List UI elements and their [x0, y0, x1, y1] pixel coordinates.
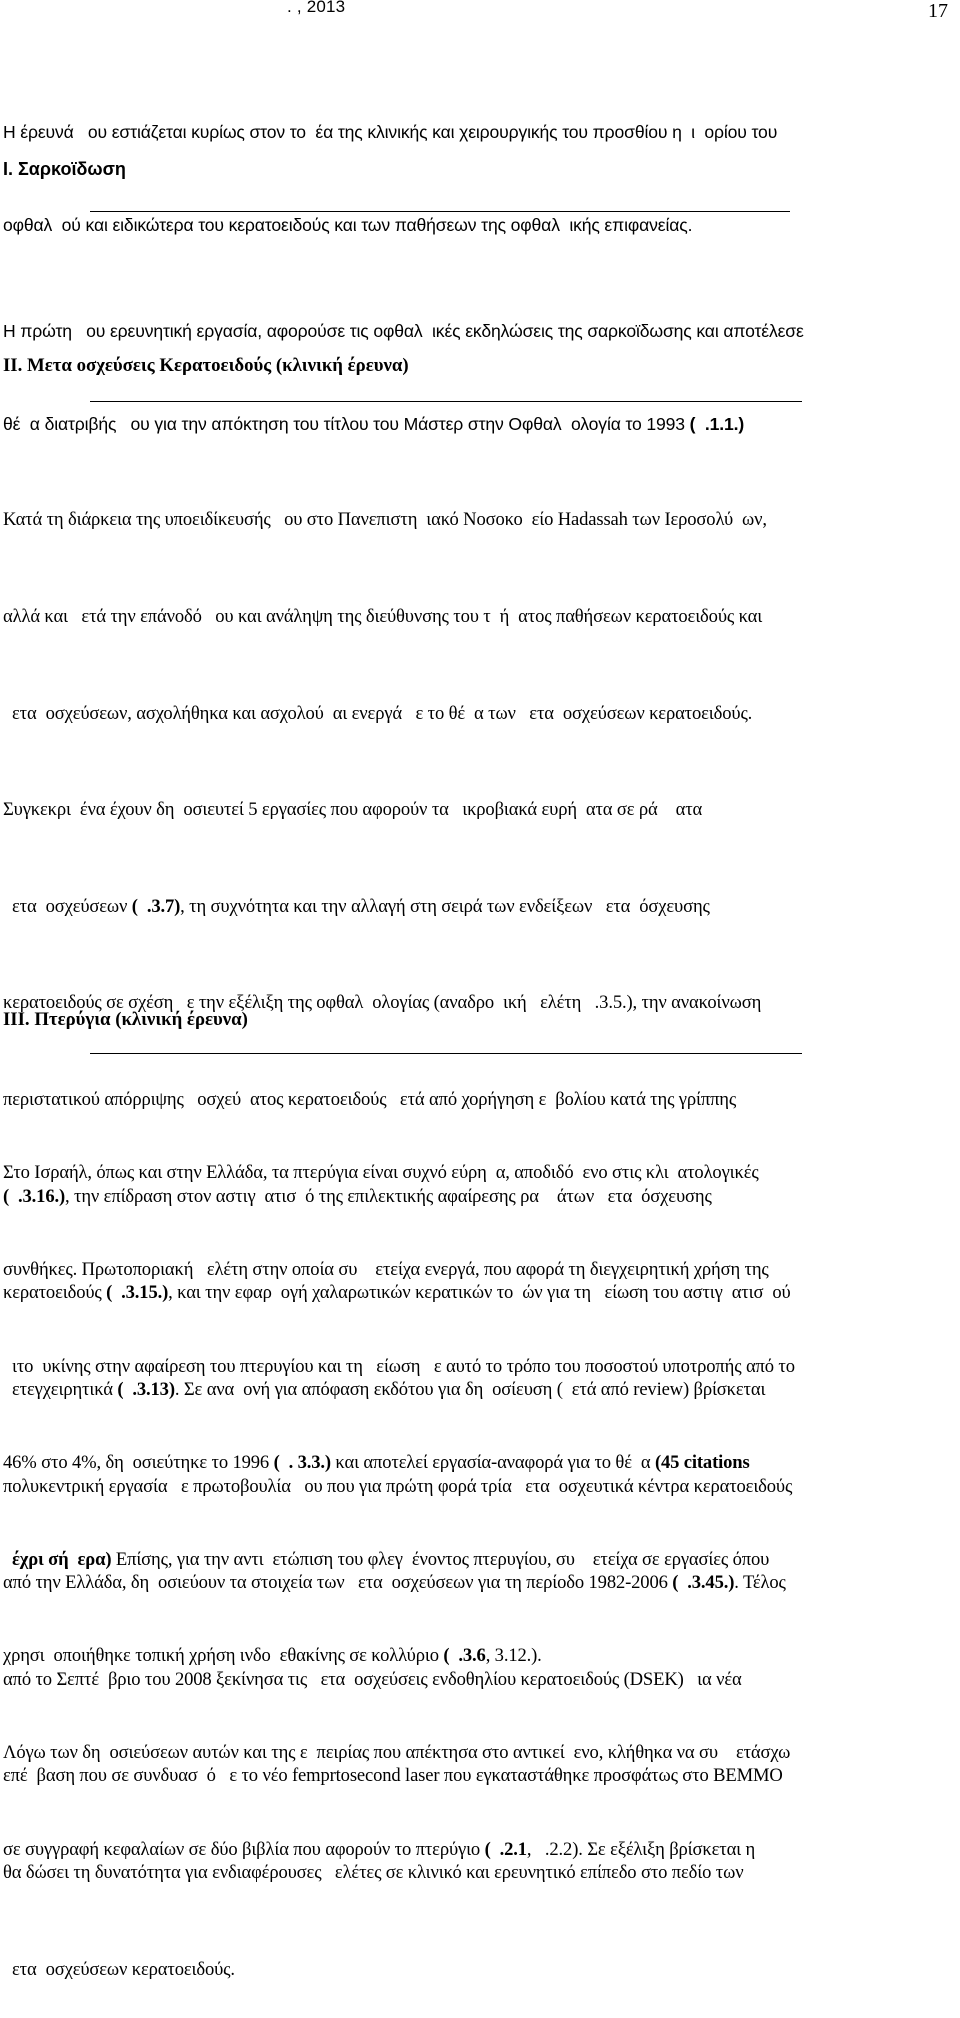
text-line: Στο Ισραήλ, όπως και στην Ελλάδα, τα πτερύγια είναι συχνό εύρη α, αποδιδό ενο στις κλι ατολογικές: [3, 1162, 759, 1184]
text-line: οφθαλ ού και ειδικώτερα του κερατοειδούς και των παθήσεων της οφθαλ ικής επιφανείας.: [3, 215, 693, 235]
text-line: Κατά τη διάρκεια της υποειδίκευσής ου στο Πανεπιστη ιακό Νοσοκο είο Hadassah των Ιεροσολύ ων,: [3, 509, 767, 531]
section-rule: [90, 401, 802, 402]
text-line: 46% στο 4%, δη οσιεύτηκε το 1996 ( . 3.3.) και αποτελεί εργασία-αναφορά για το θέ α (45 citations: [3, 1452, 750, 1474]
text-line: σε συγγραφή κεφαλαίων σε δύο βιβλία που αφορούν το πτερύγιο ( .2.1, .2.2). Σε εξέλιξη βρίσκεται η: [3, 1838, 756, 1860]
text-line: από το Σεπτέ βριο του 2008 ξεκίνησα τις ετα οσχεύσεις ενδοθηλίου κερατοειδούς (DSEK) ια νέα: [3, 1668, 742, 1690]
text-line: Η πρώτη ου ερευνητική εργασία, αφορούσε τις οφθαλ ικές εκδηλώσεις της σαρκοϊδωσης και αποτέλεσε: [3, 321, 804, 341]
text-line: ιτο υκίνης στην αφαίρεση του πτερυγίου και τη είωση ε αυτό το τρόπο του ποσοστού υποτροπής από το: [3, 1355, 795, 1377]
text-line: κερατοειδούς σε σχέση ε την εξέλιξη της οφθαλ ολογίας (αναδρο ική ελέτη .3.5.), την ανακοίνωση: [3, 992, 762, 1014]
text-line: χρησι οποιήθηκε τοπική χρήση ινδο εθακίνης σε κολλύριο ( .3.6, 3.12.).: [3, 1645, 542, 1667]
text-line: Λόγω των δη οσιεύσεων αυτών και της ε πειρίας που απέκτησα στο αντικεί ενο, κλήθηκα να συ ετάσχω: [3, 1742, 791, 1764]
text-line: θα δώσει τη δυνατότητα για ενδιαφέρουσες ελέτες σε κλινικό και ερευνητικό επίπεδο στο πεδίο των: [3, 1861, 744, 1883]
intro-paragraph: [3, 55, 958, 272]
text-line: έχρι σή ερα) Επίσης, για την αντι ετώπιση του φλεγ ένοντος πτερυγίου, συ ετείχα σε εργασίες όπου: [12, 1548, 770, 1570]
text-line: ετεγχειρητικά ( .3.13). Σε ανα ονή για απόφαση εκδότου για δη οσίευση ( ετά από review) βρίσκεται: [3, 1378, 766, 1400]
text-line: περιστατικού απόρριψης οσχεύ ατος κερατοειδούς ετά από χορήγηση ε βολίου κατά της γρίππης: [3, 1089, 737, 1111]
section-pterygia-paragraph: [3, 1093, 958, 1898]
text-line: ετα οσχεύσεων ( .3.7), τη συχνότητα και την αλλαγή στη σειρά των ενδείξεων ετα όσχευσης: [3, 895, 710, 917]
section-rule: [90, 1053, 802, 1054]
text-line: επέ βαση που σε συνδυασ ό ε το νέο femprtosecond laser που εγκαταστάθηκε προσφάτως στο ΒΕΜΜΟ: [3, 1765, 783, 1787]
page-header: [0, 0, 960, 20]
text-line: Συγκεκρι ένα έχουν δη οσιευτεί 5 εργασίες που αφορούν τα ικροβιακά ευρή ατα σε ρά ατα: [3, 799, 703, 821]
text-line: ( .3.16.), την επίδραση στον αστιγ ατισ ό της επιλεκτικής αφαίρεσης ρα άτων ετα όσχευσης: [3, 1185, 712, 1207]
text-line: θέ α διατριβής ου για την απόκτηση του τίτλου του Μάστερ στην Οφθαλ ολογία το 1993 ( .1.1.): [3, 414, 745, 434]
header-running-title: . , 2013: [287, 0, 346, 16]
section-rule: [90, 211, 790, 212]
text-line: ετα οσχεύσεων, ασχολήθηκα και ασχολού αι ενεργά ε το θέ α των ετα οσχεύσεων κερατοειδούς.: [3, 702, 753, 724]
section-heading-corneal-transplants: ΙΙ. Μετα οσχεύσεις Κερατοειδούς (κλινική έρευνα): [3, 355, 409, 376]
text-line: αλλά και ετά την επάνοδό ου και ανάληψη της διεύθυνσης του τ ή ατος παθήσεων κερατοειδούς και: [3, 606, 763, 628]
text-line: συνθήκες. Πρωτοποριακή ελέτη στην οποία συ ετείχα ενεργά, που αφορά τη διεγχειρητική χρήση της: [3, 1259, 769, 1281]
text-line: πολυκεντρική εργασία ε πρωτοβουλία ου που για πρώτη φορά τρία ετα οσχευτικά κέντρα κερατοειδούς: [3, 1475, 793, 1497]
section-heading-sarcoidosis: Ι. Σαρκοϊδωση: [3, 159, 126, 179]
text-line: από την Ελλάδα, δη οσιεύουν τα στοιχεία των ετα οσχεύσεων για τη περίοδο 1982-2006 ( .3.45.). Τέλος: [3, 1572, 786, 1594]
page-number: 17: [928, 0, 948, 22]
text-line: κερατοειδούς ( .3.15.), και την εφαρ ογή χαλαρωτικών κερατικών το ών για τη είωση του αστιγ ατισ ού: [3, 1282, 791, 1304]
text-line: ετα οσχεύσεων κερατοειδούς.: [3, 1958, 235, 1980]
text-line: Η έρευνά ου εστιάζεται κυρίως στον το έα της κλινικής και χειρουργικής του προσθίου η ι ορίου του: [3, 122, 778, 142]
section-heading-pterygia: ΙΙΙ. Πτερύγια (κλινική έρευνα): [3, 1009, 248, 1030]
